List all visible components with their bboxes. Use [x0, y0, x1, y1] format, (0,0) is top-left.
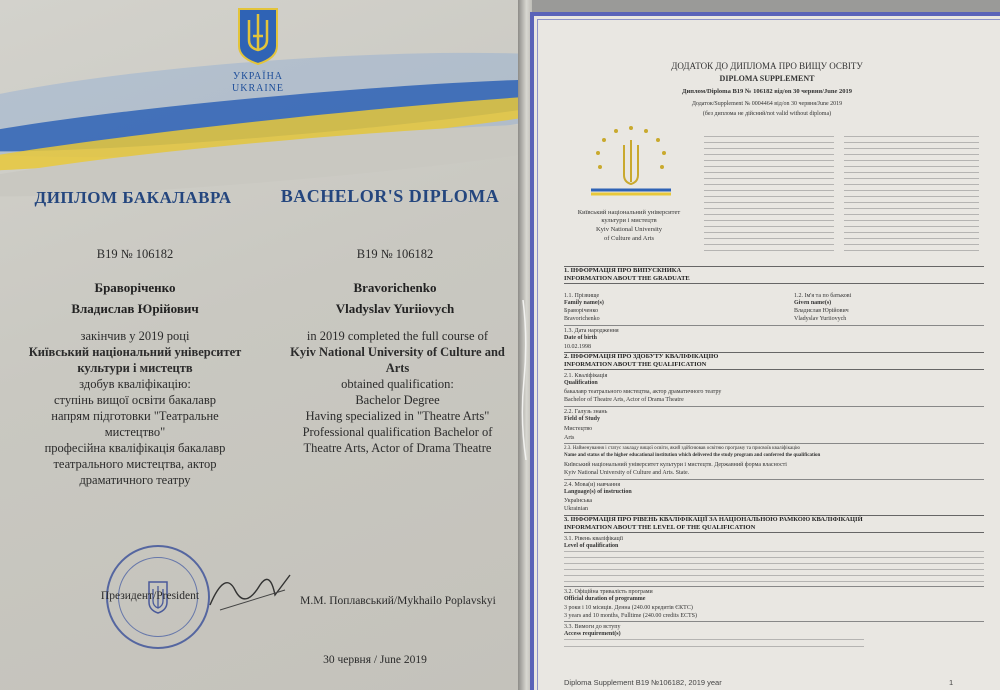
field-label-uk: 3.3. Вимоги до вступу: [564, 624, 621, 630]
field-value-en: Vladyslav Yuriiovych: [794, 316, 847, 322]
supplement-footer: Diploma Supplement B19 №106182, 2019 year: [564, 678, 722, 687]
section-3-header: [564, 515, 984, 533]
section-title-en: INFORMATION ABOUT THE GRADUATE: [564, 275, 690, 282]
university-name-en: Arts: [385, 361, 410, 375]
diploma-number-uk: B19 № 106182: [96, 247, 174, 261]
text-line: театрального мистецтва, актор: [53, 457, 217, 471]
divider: [564, 586, 984, 587]
field-value-uk: Владислав Юрійович: [794, 308, 849, 314]
field-label-en: Language(s) of instruction: [564, 489, 632, 495]
supplement-reference: Додаток/Supplement № 0004464 від/on 30 червня/June 2019: [691, 101, 843, 107]
field-value-uk: Браворіченко: [564, 308, 599, 314]
page-number: 1: [949, 678, 954, 687]
field-label-en: Official duration of programme: [564, 596, 646, 602]
section-title-uk: 3. ІНФОРМАЦІЯ ПРО РІВЕНЬ КВАЛІФІКАЦІЇ ЗА НАЦІОНАЛЬНОЮ РАМКОЮ КВАЛІФІКАЦІЙ: [564, 516, 863, 523]
supplement-heading-en: DIPLOMA SUPPLEMENT: [719, 74, 815, 83]
text-line: професійна кваліфікація бакалавр: [44, 441, 226, 455]
country-name-uk: УКРАЇНА: [232, 71, 284, 82]
text-line: драматичного театру: [79, 473, 191, 487]
field-value-en: Ukrainian: [564, 506, 588, 512]
text-line: закінчив у 2019 році: [80, 329, 190, 343]
level-description: [564, 551, 984, 583]
text-line: Having specialized in "Theatre Arts": [305, 409, 490, 423]
graduate-surname-uk: Браворіченко: [94, 280, 176, 295]
divider: [564, 406, 984, 407]
field-value-uk: Мистецтво: [564, 426, 593, 432]
text-line: obtained qualification:: [341, 377, 454, 391]
field-label-en: Date of birth: [564, 335, 597, 341]
field-label-uk: 3.1. Рівень кваліфікації: [564, 536, 624, 542]
field-value-uk: Українська: [564, 498, 593, 504]
signature: [205, 560, 295, 620]
intro-text-uk: [704, 136, 834, 256]
diploma-date: 30 червня / June 2019: [323, 654, 427, 666]
field-value-uk: 3 роки і 10 місяців. Денна (240.00 кредитів ЄКТС): [564, 605, 693, 611]
president-label: Президент/President: [100, 590, 200, 602]
text-line: in 2019 completed the full course of: [306, 329, 489, 343]
field-label-en: Family name(s): [564, 300, 604, 306]
section-title-uk: 1. ІНФОРМАЦІЯ ПРО ВИПУСКНИКА: [564, 267, 682, 274]
text-line: ступінь вищої освіти бакалавр: [54, 393, 216, 407]
text-line: напрям підготовки "Театральне: [51, 409, 219, 423]
access-requirements-text: [564, 639, 864, 653]
field-label-en: Level of qualification: [564, 543, 619, 549]
field-label-en: Qualification: [564, 380, 598, 386]
divider: [564, 443, 984, 444]
text-line: здобув кваліфікацію:: [79, 377, 191, 391]
section-title-uk: 2. ІНФОРМАЦІЯ ПРО ЗДОБУТУ КВАЛІФІКАЦІЮ: [564, 353, 719, 360]
field-label-en: Access requirement(s): [564, 631, 621, 637]
section-title-en: INFORMATION ABOUT THE LEVEL OF THE QUALIFICATION: [564, 524, 756, 531]
field-value-en: 3 years and 10 months, Fulltime (240.00 credits ECTS): [564, 613, 697, 619]
intro-text-en: [844, 136, 979, 256]
qualification-text-en: [280, 328, 515, 456]
coat-of-arms: [228, 6, 288, 95]
field-value-en: Bachelor of Theatre Arts, Actor of Drama Theatre: [564, 397, 684, 403]
university-logo: [586, 120, 676, 200]
field-label-uk: 1.2. Ім'я та по батькові: [794, 293, 852, 299]
binding-cord: [520, 300, 530, 460]
validity-note: (без диплома не дійсний/not valid without diploma): [702, 111, 832, 117]
section-1-header: [564, 266, 984, 284]
text-line: Bachelor Degree: [355, 393, 440, 407]
diploma-number-en: B19 № 106182: [356, 247, 434, 261]
university-name-uk-2: культури і мистецтв: [601, 217, 657, 224]
diploma-reference: Диплом/Diploma B19 № 106182 від/on 30 червня/June 2019: [682, 88, 852, 95]
field-label-uk: 1.1. Прізвище: [564, 293, 600, 299]
text-line: мистецтво": [104, 425, 166, 439]
field-label-en: Field of Study: [564, 416, 601, 422]
qualification-text-uk: [10, 328, 260, 488]
field-label-uk: 2.2. Галузь знань: [564, 409, 608, 415]
divider: [564, 479, 984, 480]
field-label-uk: 3.2. Офіційна тривалість програми: [564, 589, 653, 595]
cord-icon: [520, 300, 530, 460]
graduate-given-name-uk: Владислав Юрійович: [71, 301, 199, 316]
university-name-en-1: Kyiv National University: [595, 226, 663, 233]
field-label-uk: 2.3. Найменування і статус закладу вищої освіти, який здійснював освітню програму та присвоїв кваліфікацію: [564, 446, 800, 451]
field-label-uk: 1.3. Дата народження: [564, 328, 619, 334]
divider: [564, 325, 984, 326]
university-name-uk-1: Київський національний університет: [577, 209, 681, 216]
section-2-header: [564, 352, 984, 370]
divider: [564, 621, 984, 622]
graduate-given-name-en: Vladyslav Yuriiovych: [335, 301, 455, 316]
diploma-title-en: BACHELOR'S DIPLOMA: [280, 186, 500, 206]
diploma-title-uk: ДИПЛОМ БАКАЛАВРА: [34, 188, 232, 207]
text-line: Theatre Arts, Actor of Drama Theatre: [303, 441, 492, 455]
field-label-en: Given name(s): [794, 300, 832, 306]
text-line: Professional qualification Bachelor of: [302, 425, 493, 439]
field-value-uk: бакалавр театрального мистецтва, актор драматичного театру: [564, 389, 722, 395]
section-title-en: INFORMATION ABOUT THE QUALIFICATION: [564, 361, 707, 368]
university-name-en-2: of Culture and Arts: [603, 235, 654, 242]
country-name-en: UKRAINE: [232, 83, 284, 94]
trident-icon: [236, 6, 280, 66]
field-label-en: Name and status of the higher educational institution which delivered the study program and conferred the qualification: [564, 453, 821, 458]
field-value-en: Arts: [564, 435, 575, 441]
field-value-en: Kyiv National University of Culture and Arts. State.: [564, 470, 690, 476]
field-label-uk: 2.1. Кваліфікація: [564, 373, 608, 379]
field-label-uk: 2.4. Мова(и) навчання: [564, 482, 621, 488]
birth-date: 10.02.1998: [564, 344, 591, 350]
graduate-surname-en: Bravorichenko: [353, 280, 437, 295]
field-value-en: Bravorichenko: [564, 316, 600, 322]
signatory-name: М.М. Поплавський/Mykhailo Poplavskyi: [300, 595, 496, 607]
university-name-uk: культури і мистецтв: [77, 361, 193, 375]
field-value-uk: Київський національний університет культури і мистецтв. Державний форма власності: [564, 462, 787, 468]
university-name-en: Kyiv National University of Culture and: [290, 345, 505, 359]
university-name-uk: Київський національний університет: [28, 345, 242, 359]
supplement-heading-uk: ДОДАТОК ДО ДИПЛОМА ПРО ВИЩУ ОСВІТУ: [671, 61, 863, 71]
diploma-supplement-page: [530, 12, 1000, 690]
